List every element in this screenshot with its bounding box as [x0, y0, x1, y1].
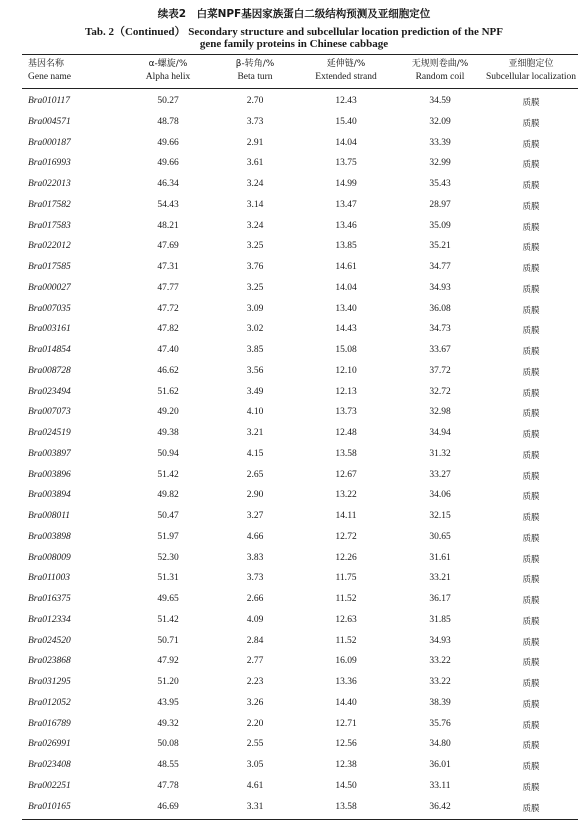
- localization-cell: 质膜: [522, 139, 540, 150]
- extended-strand-cell: 11.75: [335, 573, 357, 584]
- gene-id-cell: Bra023494: [28, 386, 71, 397]
- alpha-helix-cell: 50.71: [157, 635, 179, 646]
- table-row: [0, 92, 588, 112]
- localization-cell: 质膜: [522, 720, 540, 731]
- localization-cell: 质膜: [522, 637, 540, 648]
- gene-id-cell: Bra022013: [28, 179, 71, 189]
- header-subcellular-localization-cn: 亚细胞定位: [508, 59, 554, 69]
- alpha-helix-cell: 49.32: [157, 718, 179, 729]
- random-coil-cell: 36.17: [429, 594, 451, 604]
- beta-turn-cell: 3.83: [246, 552, 264, 563]
- random-coil-cell: 34.06: [429, 490, 451, 501]
- beta-turn-cell: 4.15: [246, 448, 264, 459]
- table-row: [0, 134, 588, 154]
- table-row: [0, 424, 588, 444]
- localization-cell: 质膜: [522, 782, 540, 793]
- beta-turn-cell: 2.66: [246, 594, 264, 604]
- random-coil-cell: 34.93: [429, 635, 451, 646]
- extended-strand-cell: 12.67: [335, 469, 357, 480]
- alpha-helix-cell: 49.65: [157, 594, 179, 604]
- localization-cell: 质膜: [522, 160, 540, 171]
- beta-turn-cell: 3.26: [246, 697, 264, 708]
- header-alpha-helix-en: Alpha helix: [145, 72, 191, 82]
- extended-strand-cell: 13.46: [335, 220, 357, 231]
- alpha-helix-cell: 47.69: [157, 241, 179, 252]
- beta-turn-cell: 3.85: [246, 345, 264, 355]
- random-coil-cell: 32.15: [429, 511, 451, 521]
- gene-id-cell: Bra014854: [28, 345, 71, 355]
- beta-turn-cell: 2.65: [246, 469, 264, 480]
- random-coil-cell: 34.73: [429, 324, 451, 335]
- gene-id-cell: Bra023408: [28, 760, 71, 770]
- extended-strand-cell: 14.04: [335, 137, 357, 148]
- header-alpha-helix-cn: α-螺旋/%: [148, 59, 188, 69]
- alpha-helix-cell: 51.62: [157, 386, 179, 397]
- gene-id-cell: Bra011003: [28, 573, 71, 584]
- alpha-helix-cell: 50.08: [157, 739, 179, 750]
- table-row: [0, 445, 588, 465]
- extended-strand-cell: 12.63: [335, 614, 357, 625]
- beta-turn-cell: 3.31: [246, 801, 264, 812]
- localization-cell: 质膜: [522, 616, 540, 627]
- localization-cell: 质膜: [522, 575, 540, 586]
- alpha-helix-cell: 50.47: [157, 511, 179, 521]
- beta-turn-cell: 3.05: [246, 760, 264, 770]
- header-random-coil: [400, 58, 480, 84]
- table-row: [0, 175, 588, 195]
- table-row: [0, 798, 588, 818]
- localization-cell: 质膜: [522, 201, 540, 212]
- table-row: [0, 756, 588, 776]
- table-row: [0, 383, 588, 403]
- table-row: [0, 300, 588, 320]
- alpha-helix-cell: 47.82: [157, 324, 179, 335]
- extended-strand-cell: 14.11: [335, 511, 357, 521]
- beta-turn-cell: 2.77: [246, 656, 264, 667]
- header-beta-turn-en: Beta turn: [237, 72, 273, 82]
- extended-strand-cell: 16.09: [335, 656, 357, 667]
- alpha-helix-cell: 49.82: [157, 490, 179, 501]
- random-coil-cell: 33.22: [429, 656, 451, 667]
- extended-strand-cell: 12.38: [335, 760, 357, 770]
- table-row: [0, 715, 588, 735]
- table-row: [0, 486, 588, 506]
- header-beta-turn-cn: β-转角/%: [235, 59, 275, 69]
- random-coil-cell: 34.93: [429, 282, 451, 293]
- header-beta-turn: [215, 58, 295, 84]
- table-row: [0, 673, 588, 693]
- localization-cell: 质膜: [522, 679, 540, 689]
- random-coil-cell: 36.42: [429, 801, 451, 812]
- gene-id-cell: Bra031295: [28, 677, 71, 687]
- localization-cell: 质膜: [522, 762, 540, 772]
- gene-id-cell: Bra008009: [28, 552, 71, 563]
- gene-id-cell: Bra000027: [28, 282, 71, 293]
- table-row: [0, 403, 588, 423]
- extended-strand-cell: 13.47: [335, 199, 357, 210]
- alpha-helix-cell: 47.78: [157, 780, 179, 791]
- localization-cell: 质膜: [522, 409, 540, 420]
- localization-cell: 质膜: [522, 658, 540, 669]
- gene-id-cell: Bra012334: [28, 614, 71, 625]
- table-title-cn: 续表2 白菜NPF基因家族蛋白二级结构预测及亚细胞定位: [157, 8, 431, 20]
- random-coil-cell: 35.76: [429, 718, 451, 729]
- localization-cell: 质膜: [522, 222, 540, 233]
- table-row: [0, 196, 588, 216]
- beta-turn-cell: 3.21: [246, 428, 264, 438]
- localization-cell: 质膜: [522, 471, 540, 482]
- gene-id-cell: Bra003897: [28, 448, 71, 459]
- gene-id-cell: Bra016375: [28, 594, 71, 604]
- table-row: [0, 632, 588, 652]
- gene-id-cell: Bra017582: [28, 199, 71, 210]
- gene-id-cell: Bra016789: [28, 718, 71, 729]
- localization-cell: 质膜: [522, 492, 540, 503]
- table-row: [0, 217, 588, 237]
- beta-turn-cell: 4.09: [246, 614, 264, 625]
- header-rule: [22, 88, 578, 89]
- random-coil-cell: 31.32: [429, 448, 451, 459]
- extended-strand-cell: 15.08: [335, 345, 357, 355]
- beta-turn-cell: 3.09: [246, 303, 264, 314]
- header-subcellular-localization-en: Subcellular localization: [486, 72, 576, 82]
- random-coil-cell: 32.72: [429, 386, 451, 397]
- localization-cell: 质膜: [522, 596, 540, 606]
- table-row: [0, 237, 588, 257]
- localization-cell: 质膜: [522, 284, 540, 295]
- extended-strand-cell: 14.40: [335, 697, 357, 708]
- table-row: [0, 362, 588, 382]
- gene-id-cell: Bra000187: [28, 137, 71, 148]
- extended-strand-cell: 12.71: [335, 718, 357, 729]
- gene-id-cell: Bra008728: [28, 365, 71, 376]
- header-alpha-helix: [128, 58, 208, 84]
- random-coil-cell: 32.09: [429, 116, 451, 127]
- random-coil-cell: 33.67: [429, 345, 451, 355]
- localization-cell: 质膜: [522, 347, 540, 357]
- alpha-helix-cell: 46.34: [157, 179, 179, 189]
- alpha-helix-cell: 47.72: [157, 303, 179, 314]
- extended-strand-cell: 13.85: [335, 241, 357, 252]
- extended-strand-cell: 12.56: [335, 739, 357, 750]
- alpha-helix-cell: 48.78: [157, 116, 179, 127]
- random-coil-cell: 35.21: [429, 241, 451, 252]
- random-coil-cell: 34.94: [429, 428, 451, 438]
- header-subcellular-localization: [480, 58, 582, 84]
- extended-strand-cell: 12.26: [335, 552, 357, 563]
- table-row: [0, 569, 588, 589]
- gene-id-cell: Bra003898: [28, 531, 71, 542]
- extended-strand-cell: 13.75: [335, 158, 357, 169]
- table-title-en-line1: Tab. 2（Continued） Secondary structure and subcellular location prediction of the NPF: [85, 26, 503, 38]
- header-extended-strand-en: Extended strand: [315, 72, 377, 82]
- beta-turn-cell: 4.66: [246, 531, 264, 542]
- table-row: [0, 113, 588, 133]
- extended-strand-cell: 11.52: [335, 635, 357, 646]
- localization-cell: 质膜: [522, 243, 540, 254]
- random-coil-cell: 33.22: [429, 677, 451, 687]
- gene-id-cell: Bra026991: [28, 739, 71, 750]
- table-row: [0, 694, 588, 714]
- localization-cell: 质膜: [522, 513, 540, 523]
- alpha-helix-cell: 51.31: [157, 573, 179, 584]
- localization-cell: 质膜: [522, 533, 540, 544]
- table-row: [0, 341, 588, 361]
- beta-turn-cell: 3.24: [246, 220, 264, 231]
- alpha-helix-cell: 51.97: [157, 531, 179, 542]
- header-gene-name-en: Gene name: [28, 72, 71, 82]
- extended-strand-cell: 12.13: [335, 386, 357, 397]
- beta-turn-cell: 2.84: [246, 635, 264, 646]
- random-coil-cell: 30.65: [429, 531, 451, 542]
- extended-strand-cell: 11.52: [335, 594, 357, 604]
- table-row: [0, 777, 588, 797]
- extended-strand-cell: 13.22: [335, 490, 357, 501]
- header-gene-name: [28, 58, 128, 84]
- alpha-helix-cell: 47.40: [157, 345, 179, 355]
- table-row: [0, 507, 588, 527]
- gene-id-cell: Bra017585: [28, 262, 71, 272]
- localization-cell: 质膜: [522, 803, 540, 814]
- random-coil-cell: 34.77: [429, 262, 451, 272]
- gene-id-cell: Bra003161: [28, 324, 71, 335]
- localization-cell: 质膜: [522, 699, 540, 710]
- extended-strand-cell: 13.73: [335, 407, 357, 418]
- gene-id-cell: Bra004571: [28, 116, 71, 127]
- header-extended-strand: [306, 58, 386, 84]
- beta-turn-cell: 2.70: [246, 96, 264, 106]
- localization-cell: 质膜: [522, 450, 540, 461]
- random-coil-cell: 28.97: [429, 199, 451, 210]
- extended-strand-cell: 14.43: [335, 324, 357, 335]
- extended-strand-cell: 14.99: [335, 179, 357, 189]
- table-title-en-line2: gene family proteins in Chinese cabbage: [199, 38, 389, 50]
- random-coil-cell: 34.80: [429, 739, 451, 750]
- random-coil-cell: 31.85: [429, 614, 451, 625]
- alpha-helix-cell: 49.38: [157, 428, 179, 438]
- extended-strand-cell: 13.40: [335, 303, 357, 314]
- extended-strand-cell: 15.40: [335, 116, 357, 127]
- beta-turn-cell: 2.55: [246, 739, 264, 750]
- localization-cell: 质膜: [522, 98, 540, 108]
- alpha-helix-cell: 49.20: [157, 407, 179, 418]
- localization-cell: 质膜: [522, 305, 540, 316]
- random-coil-cell: 38.39: [429, 697, 451, 708]
- beta-turn-cell: 4.10: [246, 407, 264, 418]
- alpha-helix-cell: 47.31: [157, 262, 179, 272]
- extended-strand-cell: 14.50: [335, 780, 357, 791]
- gene-id-cell: Bra012052: [28, 697, 71, 708]
- header-extended-strand-cn: 延伸链/%: [326, 59, 366, 69]
- header-random-coil-en: Random coil: [415, 72, 465, 82]
- extended-strand-cell: 12.48: [335, 428, 357, 438]
- random-coil-cell: 34.59: [429, 96, 451, 106]
- table-row: [0, 279, 588, 299]
- random-coil-cell: 33.39: [429, 137, 451, 148]
- beta-turn-cell: 3.73: [246, 116, 264, 127]
- gene-id-cell: Bra016993: [28, 158, 71, 169]
- random-coil-cell: 32.99: [429, 158, 451, 169]
- extended-strand-cell: 13.58: [335, 801, 357, 812]
- alpha-helix-cell: 47.92: [157, 656, 179, 667]
- localization-cell: 质膜: [522, 367, 540, 378]
- alpha-helix-cell: 43.95: [157, 697, 179, 708]
- random-coil-cell: 35.09: [429, 220, 451, 231]
- localization-cell: 质膜: [522, 741, 540, 752]
- alpha-helix-cell: 46.69: [157, 801, 179, 812]
- alpha-helix-cell: 46.62: [157, 365, 179, 376]
- extended-strand-cell: 14.04: [335, 282, 357, 293]
- extended-strand-cell: 14.61: [335, 262, 357, 272]
- table-row: [0, 258, 588, 278]
- table-row: [0, 528, 588, 548]
- gene-id-cell: Bra008011: [28, 511, 71, 521]
- alpha-helix-cell: 54.43: [157, 199, 179, 210]
- alpha-helix-cell: 47.77: [157, 282, 179, 293]
- localization-cell: 质膜: [522, 264, 540, 274]
- localization-cell: 质膜: [522, 326, 540, 337]
- beta-turn-cell: 4.61: [246, 780, 264, 791]
- alpha-helix-cell: 52.30: [157, 552, 179, 563]
- gene-id-cell: Bra010117: [28, 96, 71, 106]
- table-header: [0, 58, 586, 88]
- beta-turn-cell: 3.25: [246, 282, 264, 293]
- beta-turn-cell: 2.91: [246, 137, 264, 148]
- random-coil-cell: 33.11: [429, 780, 451, 791]
- table-row: [0, 652, 588, 672]
- localization-cell: 质膜: [522, 430, 540, 440]
- beta-turn-cell: 2.23: [246, 677, 264, 687]
- header-gene-name-cn: 基因名称: [28, 59, 65, 69]
- extended-strand-cell: 12.43: [335, 96, 357, 106]
- bottom-rule: [22, 819, 578, 820]
- alpha-helix-cell: 51.20: [157, 677, 179, 687]
- header-random-coil-cn: 无规则卷曲/%: [411, 59, 469, 69]
- beta-turn-cell: 3.02: [246, 324, 264, 335]
- alpha-helix-cell: 50.27: [157, 96, 179, 106]
- beta-turn-cell: 3.49: [246, 386, 264, 397]
- alpha-helix-cell: 49.66: [157, 137, 179, 148]
- gene-id-cell: Bra024519: [28, 428, 71, 438]
- gene-id-cell: Bra007073: [28, 407, 71, 418]
- table-row: [0, 611, 588, 631]
- beta-turn-cell: 3.56: [246, 365, 264, 376]
- table-row: [0, 154, 588, 174]
- beta-turn-cell: 3.73: [246, 573, 264, 584]
- gene-id-cell: Bra007035: [28, 303, 71, 314]
- random-coil-cell: 37.72: [429, 365, 451, 376]
- table-row: [0, 320, 588, 340]
- localization-cell: 质膜: [522, 388, 540, 399]
- table-row: [0, 466, 588, 486]
- beta-turn-cell: 2.90: [246, 490, 264, 501]
- extended-strand-cell: 12.10: [335, 365, 357, 376]
- localization-cell: 质膜: [522, 181, 540, 191]
- extended-strand-cell: 13.36: [335, 677, 357, 687]
- extended-strand-cell: 12.72: [335, 531, 357, 542]
- gene-id-cell: Bra002251: [28, 780, 71, 791]
- gene-id-cell: Bra010165: [28, 801, 71, 812]
- alpha-helix-cell: 50.94: [157, 448, 179, 459]
- localization-cell: 质膜: [522, 554, 540, 565]
- alpha-helix-cell: 51.42: [157, 469, 179, 480]
- gene-id-cell: Bra023868: [28, 656, 71, 667]
- localization-cell: 质膜: [522, 118, 540, 129]
- alpha-helix-cell: 51.42: [157, 614, 179, 625]
- beta-turn-cell: 3.27: [246, 511, 264, 521]
- random-coil-cell: 35.43: [429, 179, 451, 189]
- gene-id-cell: Bra003896: [28, 469, 71, 480]
- table-row: [0, 735, 588, 755]
- gene-id-cell: Bra003894: [28, 490, 71, 501]
- beta-turn-cell: 2.20: [246, 718, 264, 729]
- alpha-helix-cell: 49.66: [157, 158, 179, 169]
- random-coil-cell: 36.01: [429, 760, 451, 770]
- table-row: [0, 549, 588, 569]
- alpha-helix-cell: 48.21: [157, 220, 179, 231]
- beta-turn-cell: 3.24: [246, 179, 264, 189]
- top-rule: [22, 54, 578, 55]
- gene-id-cell: Bra017583: [28, 220, 71, 231]
- gene-id-cell: Bra024520: [28, 635, 71, 646]
- beta-turn-cell: 3.14: [246, 199, 264, 210]
- alpha-helix-cell: 48.55: [157, 760, 179, 770]
- beta-turn-cell: 3.76: [246, 262, 264, 272]
- beta-turn-cell: 3.61: [246, 158, 264, 169]
- table-row: [0, 590, 588, 610]
- random-coil-cell: 33.21: [429, 573, 451, 584]
- random-coil-cell: 33.27: [429, 469, 451, 480]
- random-coil-cell: 36.08: [429, 303, 451, 314]
- random-coil-cell: 32.98: [429, 407, 451, 418]
- gene-id-cell: Bra022012: [28, 241, 71, 252]
- beta-turn-cell: 3.25: [246, 241, 264, 252]
- extended-strand-cell: 13.58: [335, 448, 357, 459]
- random-coil-cell: 31.61: [429, 552, 451, 563]
